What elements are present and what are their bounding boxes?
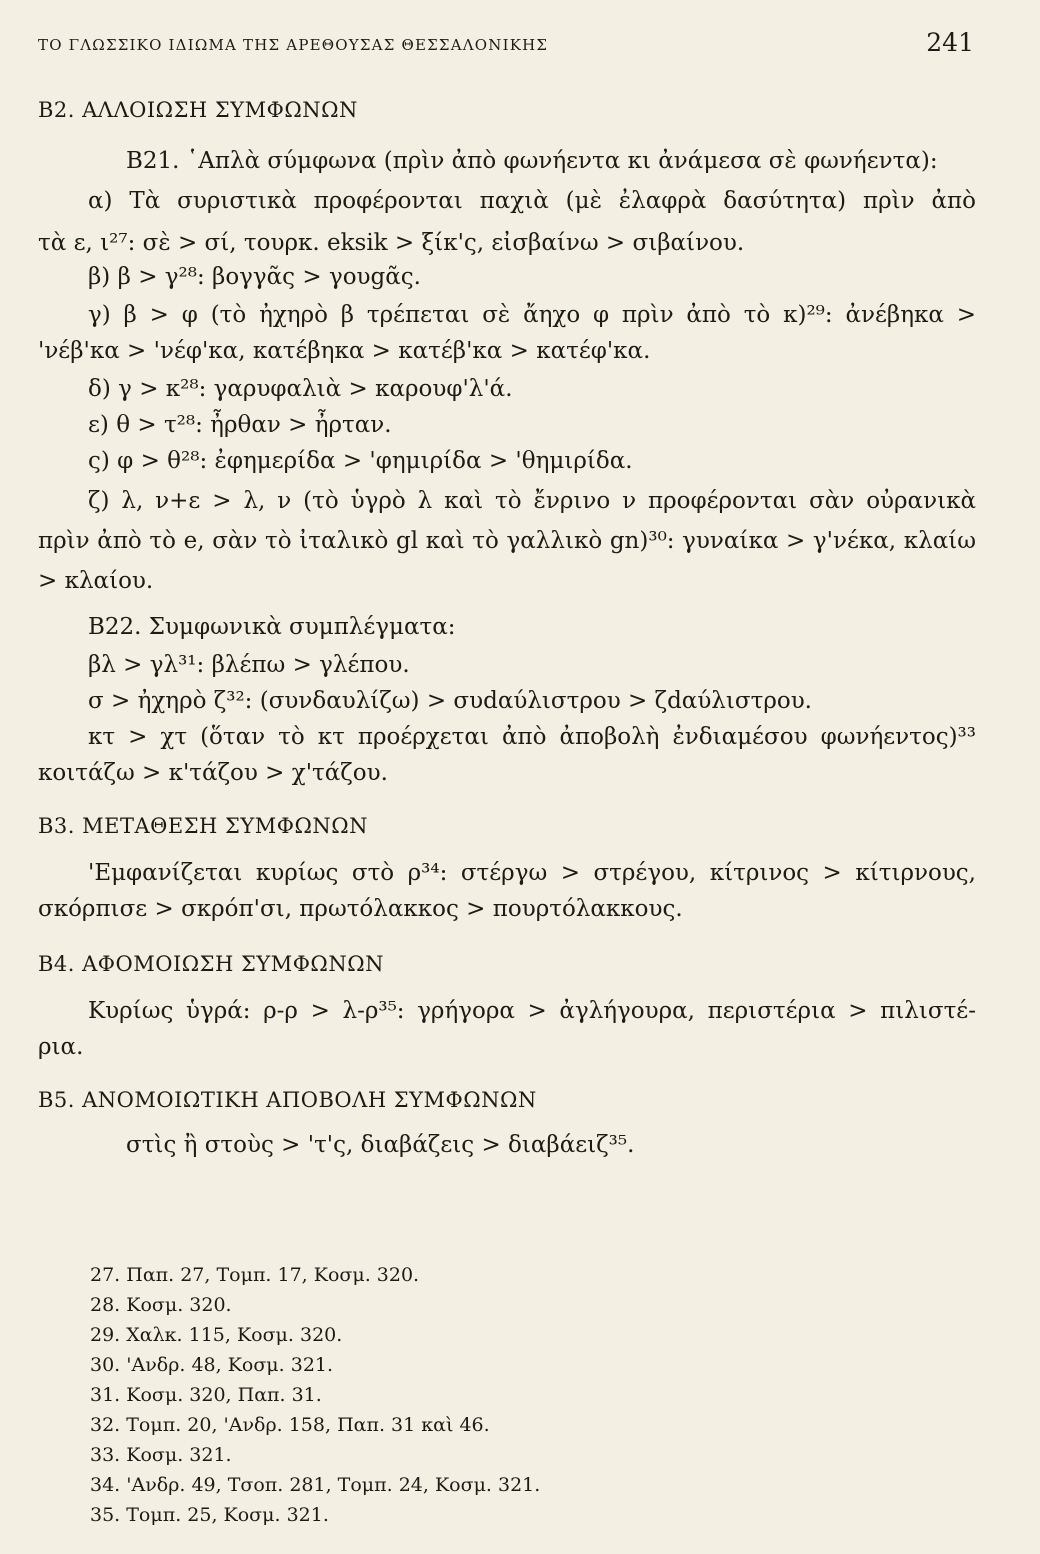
footnote: 30. 'Ανδρ. 48, Κοσμ. 321. [90, 1354, 334, 1376]
footnote: 29. Χαλκ. 115, Κοσμ. 320. [90, 1324, 343, 1346]
footnote: 31. Κοσμ. 320, Παπ. 31. [90, 1384, 322, 1406]
section-heading-b4: Β4. ΑΦΟΜΟΙΩΣΗ ΣΥΜΦΩΝΩΝ [38, 952, 385, 976]
footnote: 32. Τομπ. 20, 'Ανδρ. 158, Παπ. 31 καὶ 46. [90, 1414, 490, 1436]
section-heading-b2: Β2. ΑΛΛΟΙΩΣΗ ΣΥΜΦΩΝΩΝ [38, 98, 358, 122]
section-heading-b3: Β3. ΜΕΤΑΘΕΣΗ ΣΥΜΦΩΝΩΝ [38, 814, 369, 838]
footnote: 34. 'Ανδρ. 49, Τσοπ. 281, Τομπ. 24, Κοσμ. 321. [90, 1474, 541, 1496]
text-line: Β22. Συμφωνικὰ συμπλέγματα: [88, 614, 456, 640]
text-line: γ) β > φ (τὸ ἠχηρὸ β τρέπεται σὲ ἄηχο φ πρὶν ἀπὸ τὸ κ)²⁹: ἀνέβηκα > [88, 302, 976, 328]
text-line: Β21. ῾Απλὰ σύμφωνα (πρὶν ἀπὸ φωνήεντα κι ἀνάμεσα σὲ φωνήεντα): [126, 148, 938, 174]
text-line: κοιτάζω > κ'τάζου > χ'τάζου. [38, 760, 388, 786]
text-line: > κλαίου. [38, 568, 154, 594]
text-line: 'Εμφανίζεται κυρίως στὸ ρ³⁴: στέργω > στρέγου, κίτρινος > κίτιρνους, [88, 860, 976, 886]
text-line: Κυρίως ὑγρά: ρ-ρ > λ-ρ³⁵: γρήγορα > ἀγλήγουρα, περιστέρια > πιλιστέ- [88, 998, 976, 1024]
text-line: β) β > γ²⁸: βογγᾶς > γουgᾶς. [88, 264, 421, 290]
text-line: ς) φ > θ²⁸: ἐφημερίδα > 'φημιρίδα > 'θημιρίδα. [88, 448, 633, 474]
footnote: 28. Κοσμ. 320. [90, 1294, 232, 1316]
section-heading-b5: Β5. ΑΝΟΜΟΙΩΤΙΚΗ ΑΠΟΒΟΛΗ ΣΥΜΦΩΝΩΝ [38, 1088, 537, 1112]
text-line: στὶς ἢ στοὺς > 'τ'ς, διαβάζεις > διαβάειζ³⁵. [126, 1132, 635, 1158]
text-line: δ) γ > κ²⁸: γαρυφαλιὰ > καρουφ'λ'ά. [88, 376, 513, 402]
footnote: 35. Τομπ. 25, Κοσμ. 321. [90, 1504, 329, 1526]
text-line: βλ > γλ³¹: βλέπω > γλέπου. [88, 652, 410, 678]
text-line: κτ > χτ (ὅταν τὸ κτ προέρχεται ἀπὸ ἀποβολὴ ἐνδιαμέσου φωνήεντος)³³ [88, 724, 976, 750]
footnote: 33. Κοσμ. 321. [90, 1444, 232, 1466]
text-line: 'νέβ'κα > 'νέφ'κα, κατέβηκα > κατέβ'κα > κατέφ'κα. [38, 338, 651, 364]
text-line: σ > ἠχηρὸ ζ³²: (συνδαυλίζω) > συdαύλιστρου > ζdαύλιστρου. [88, 688, 812, 714]
text-line: α) Τὰ συριστικὰ προφέρονται παχιὰ (μὲ ἐλαφρὰ δασύτητα) πρὶν ἀπὸ [88, 188, 976, 214]
text-line: πρὶν ἀπὸ τὸ e, σὰν τὸ ἰταλικὸ gl καὶ τὸ γαλλικὸ gn)³⁰: γυναίκα > γ'νέκα, κλαίω [38, 528, 976, 554]
footnote: 27. Παπ. 27, Τομπ. 17, Κοσμ. 320. [90, 1264, 420, 1286]
page-number: 241 [926, 28, 974, 57]
text-line: ρια. [38, 1034, 84, 1060]
text-line: τὰ ε, ι²⁷: σὲ > σί, τουρκ. eksik > ξίκ'ς, εἰσβαίνω > σιβαίνου. [38, 230, 745, 256]
text-line: σκόρπισε > σκρόπ'σι, πρωτόλακκος > πουρτόλακκους. [38, 896, 683, 922]
text-line: ε) θ > τ²⁸: ἦρθαν > ἦρταν. [88, 412, 392, 438]
running-header: ΤΟ ΓΛΩΣΣΙΚΟ ΙΔΙΩΜΑ ΤΗΣ ΑΡΕΘΟΥΣΑΣ ΘΕΣΣΑΛΟΝΙΚΗΣ [38, 36, 549, 54]
text-line: ζ) λ, ν+ε > λ, ν (τὸ ὑγρὸ λ καὶ τὸ ἔνρινο ν προφέρονται σὰν οὐρανικὰ [88, 488, 976, 514]
